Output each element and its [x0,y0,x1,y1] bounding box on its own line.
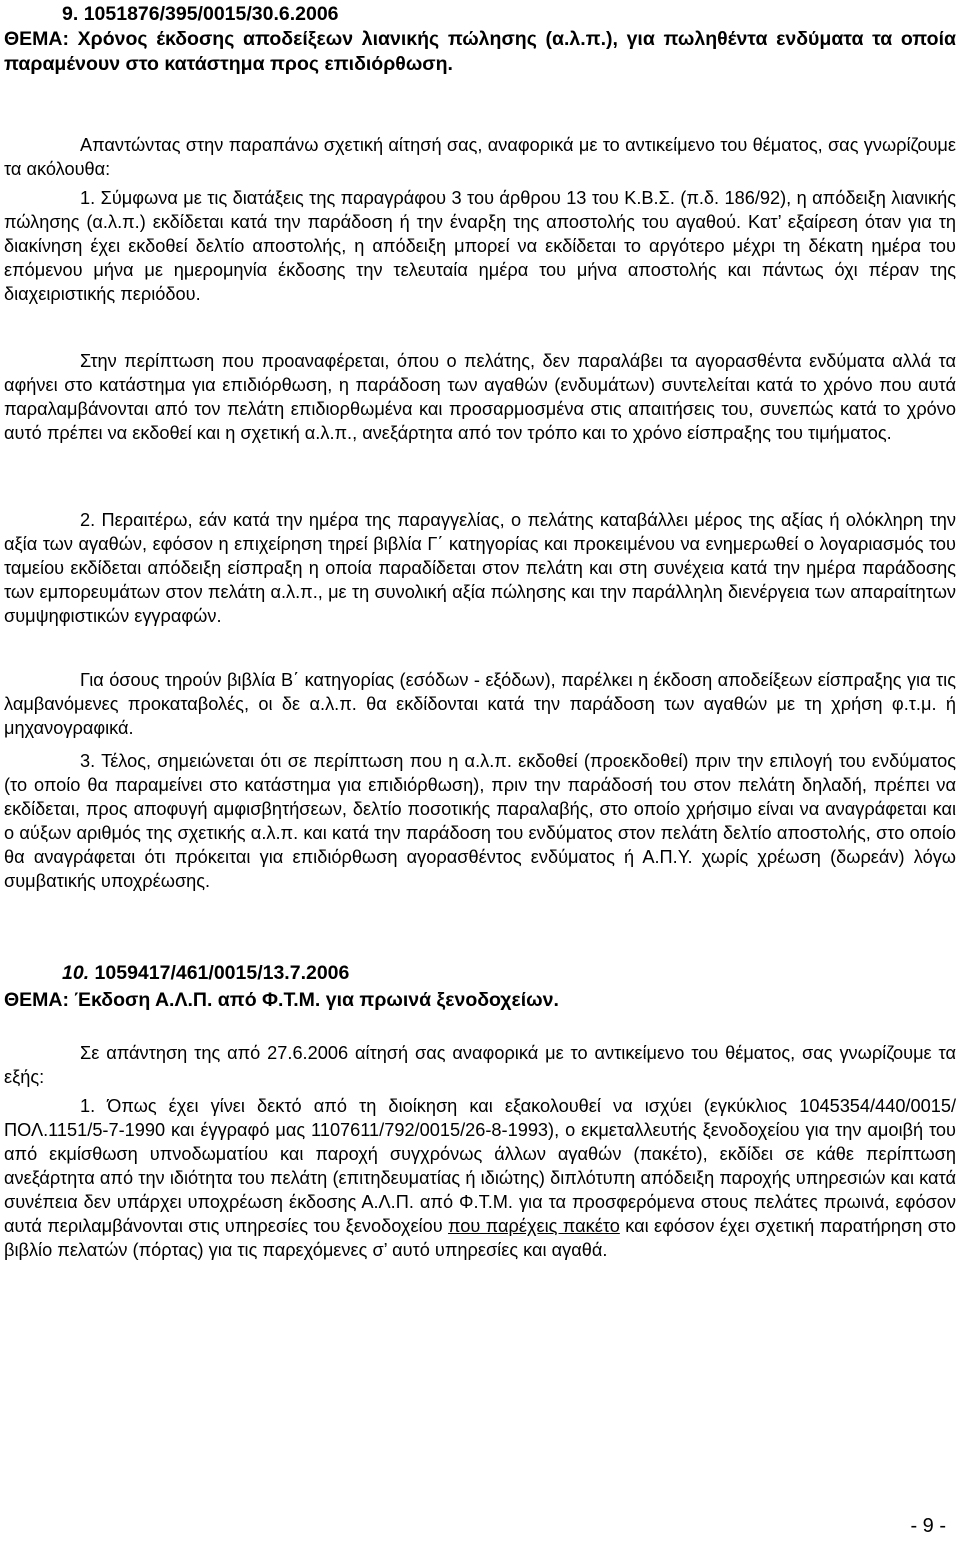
underlined-phrase: που παρέχεις πακέτο [448,1216,620,1236]
paragraph-number: 1. [80,188,96,208]
paragraph-text: 1. Όπως έχει γίνει δεκτό από τη διοίκηση και εξακολουθεί να ισχύει (εγκύκλιος 1045354/440/0015/ΠΟΛ.1151/5-7-1990 και έγγραφό μας 1107611/792/0015/26-8-1993), ο εκμεταλλευτής ξενοδοχείου για την αμοιβή του από εκμίσθωση υπνοδωματίου και παροχή συγχρόνως άλλων αγαθών (πακέτο), εκδίδει σε κάθε περίπτωση ανεξάρτητα από την ιδιότητα του πελάτη (επιτηδευματίας ή ιδιώτης) διπλότυπη απόδειξη παροχής υπηρεσιών και κατά συνέπεια δεν υπάρχει υποχρέωση έκδοσης Α.Λ.Π. από Φ.Τ.Μ. για τα προσφερόμενα στους πελάτες πρωινά, εφόσον αυτά περιλαμβάνονται στις υπηρεσίες του ξενοδοχείου [4,1096,956,1236]
section-9-subject: ΘΕΜΑ: Χρόνος έκδοσης αποδείξεων λιανικής πώλησης (α.λ.π.), για πωληθέντα ενδύματα τα οποία παραμένουν στο κατάστημα προς επιδιόρθωση. [4,28,956,75]
section-10-heading [4,961,956,986]
document-reference: 1051876/395/0015/30.6.2006 [83,3,339,25]
paragraph-text: Σύμφωνα με τις διατάξεις της παραγράφου 3 του άρθρου 13 του Κ.Β.Σ. (π.δ. 186/92), η απόδειξη λιανικής πώλησης (α.λ.π.) εκδίδεται κατά την παράδοση ή την έναρξη της αποστολής του αγαθού. Κατ’ εξαίρεση όταν για τη διακίνηση έχει εκδοθεί δελτίο αποστολής, η απόδειξη μπορεί να εκδίδεται το αργότερο μέχρι τη δέκατη ημέρα του επόμενου μήνα με ημερομηνία έκδοσης την τελευταία ημέρα του μήνα αποστολής και πάντως όχι πέραν της διαχειριστικής περιόδου. [4,188,956,304]
document-reference: 1059417/461/0015/13.7.2006 [94,962,350,984]
section-9-paragraph-3: 3. Τέλος, σημειώνεται ότι σε περίπτωση που η α.λ.π. εκδοθεί (προεκδοθεί) πριν την επιλογή του ενδύματος (το οποίο θα παραμείνει στο κατάστημα για επιδιόρθωση), πριν την παράδοσή του στον πελάτη δηλαδή, πρέπει να εκδίδεται, προς αποφυγή αμφισβητήσεων, δελτίο ποσοτικής παραλαβής, στο οποίο χρήσιμο είναι να αναγράφεται και ο αύξων αριθμός της σχετικής α.λ.π. και κατά την παράδοση του ενδύματος στον πελάτη δελτίο αποστολής, στο οποίο θα αναγράφεται ότι πρόκειται για επιδιόρθωση αγορασθέντος ενδύματος ή Α.Π.Υ. χωρίς χρέωση (δωρεάν) λόγω συμβατικής υποχρέωσης. [4,751,956,891]
section-9-paragraph-1 [4,186,956,306]
section-10-intro: Σε απάντηση της από 27.6.2006 αίτησή σας αναφορικά με το αντικείμενο του θέματος, σας γνωρίζουμε τα εξής: [4,1043,956,1087]
section-10-subject: ΘΕΜΑ: Έκδοση Α.Λ.Π. από Φ.Τ.Μ. για πρωινά ξενοδοχείων. [4,989,559,1011]
section-10-paragraph-1 [4,1094,956,1262]
section-number: 10. [62,962,90,984]
section-9-heading [4,2,956,27]
section-number: 9. [62,3,79,25]
paragraph-text-end: και εφόσον έχει σχετική παρατήρηση στο βιβλίο πελατών (πόρτας) για τις παρεχόμενες σ’ αυτό υπηρεσίες και αγαθά. [4,1216,956,1260]
section-9-paragraph-2b: Για όσους τηρούν βιβλία Β΄ κατηγορίας (εσόδων - εξόδων), παρέλκει η έκδοση αποδείξεων είσπραξης για τις λαμβανόμενες προκαταβολές, οι δε α.λ.π. θα εκδίδονται κατά την παράδοση των αγαθών με τη χρήση φ.τ.μ. ή μηχανογραφικά. [4,670,956,738]
section-9-paragraph-1b: Στην περίπτωση που προαναφέρεται, όπου ο πελάτης, δεν παραλάβει τα αγορασθέντα ενδύματα αλλά τα αφήνει στο κατάστημα για επιδιόρθωση, η παράδοση των αγαθών (ενδυμάτων) συντελείται κατά το χρόνο που αυτά παραλαμβάνονται από τον πελάτη επιδιορθωμένα και προσαρμοσμένα στις απαιτήσεις του, συνεπώς κατά το χρόνο αυτό πρέπει να εκδοθεί και η σχετική α.λ.π., ανεξάρτητα από τον τρόπο και το χρόνο είσπραξης του τιμήματος. [4,351,956,443]
section-9-paragraph-2: 2. Περαιτέρω, εάν κατά την ημέρα της παραγγελίας, ο πελάτης καταβάλλει μέρος της αξίας ή ολόκληρη την αξία των αγαθών, εφόσον η επιχείρηση τηρεί βιβλία Γ΄ κατηγορίας και προκειμένου να ενημερωθεί ο λογαριασμός του ταμείου εκδίδεται απόδειξη είσπραξη η οποία παραδίδεται στον πελάτη και στη συνέχεια κατά την ημέρα παράδοσης των εμπορευμάτων στον πελάτη α.λ.π., με τη συνολική αξία πώλησης και την παράλληλη διενέργεια των απαραίτητων συμψηφιστικών εγγραφών. [4,510,956,626]
section-9-intro: Απαντώντας στην παραπάνω σχετική αίτησή σας, αναφορικά με το αντικείμενο του θέματος, σας γνωρίζουμε τα ακόλουθα: [4,135,956,179]
page-number: - 9 - [910,1515,946,1537]
